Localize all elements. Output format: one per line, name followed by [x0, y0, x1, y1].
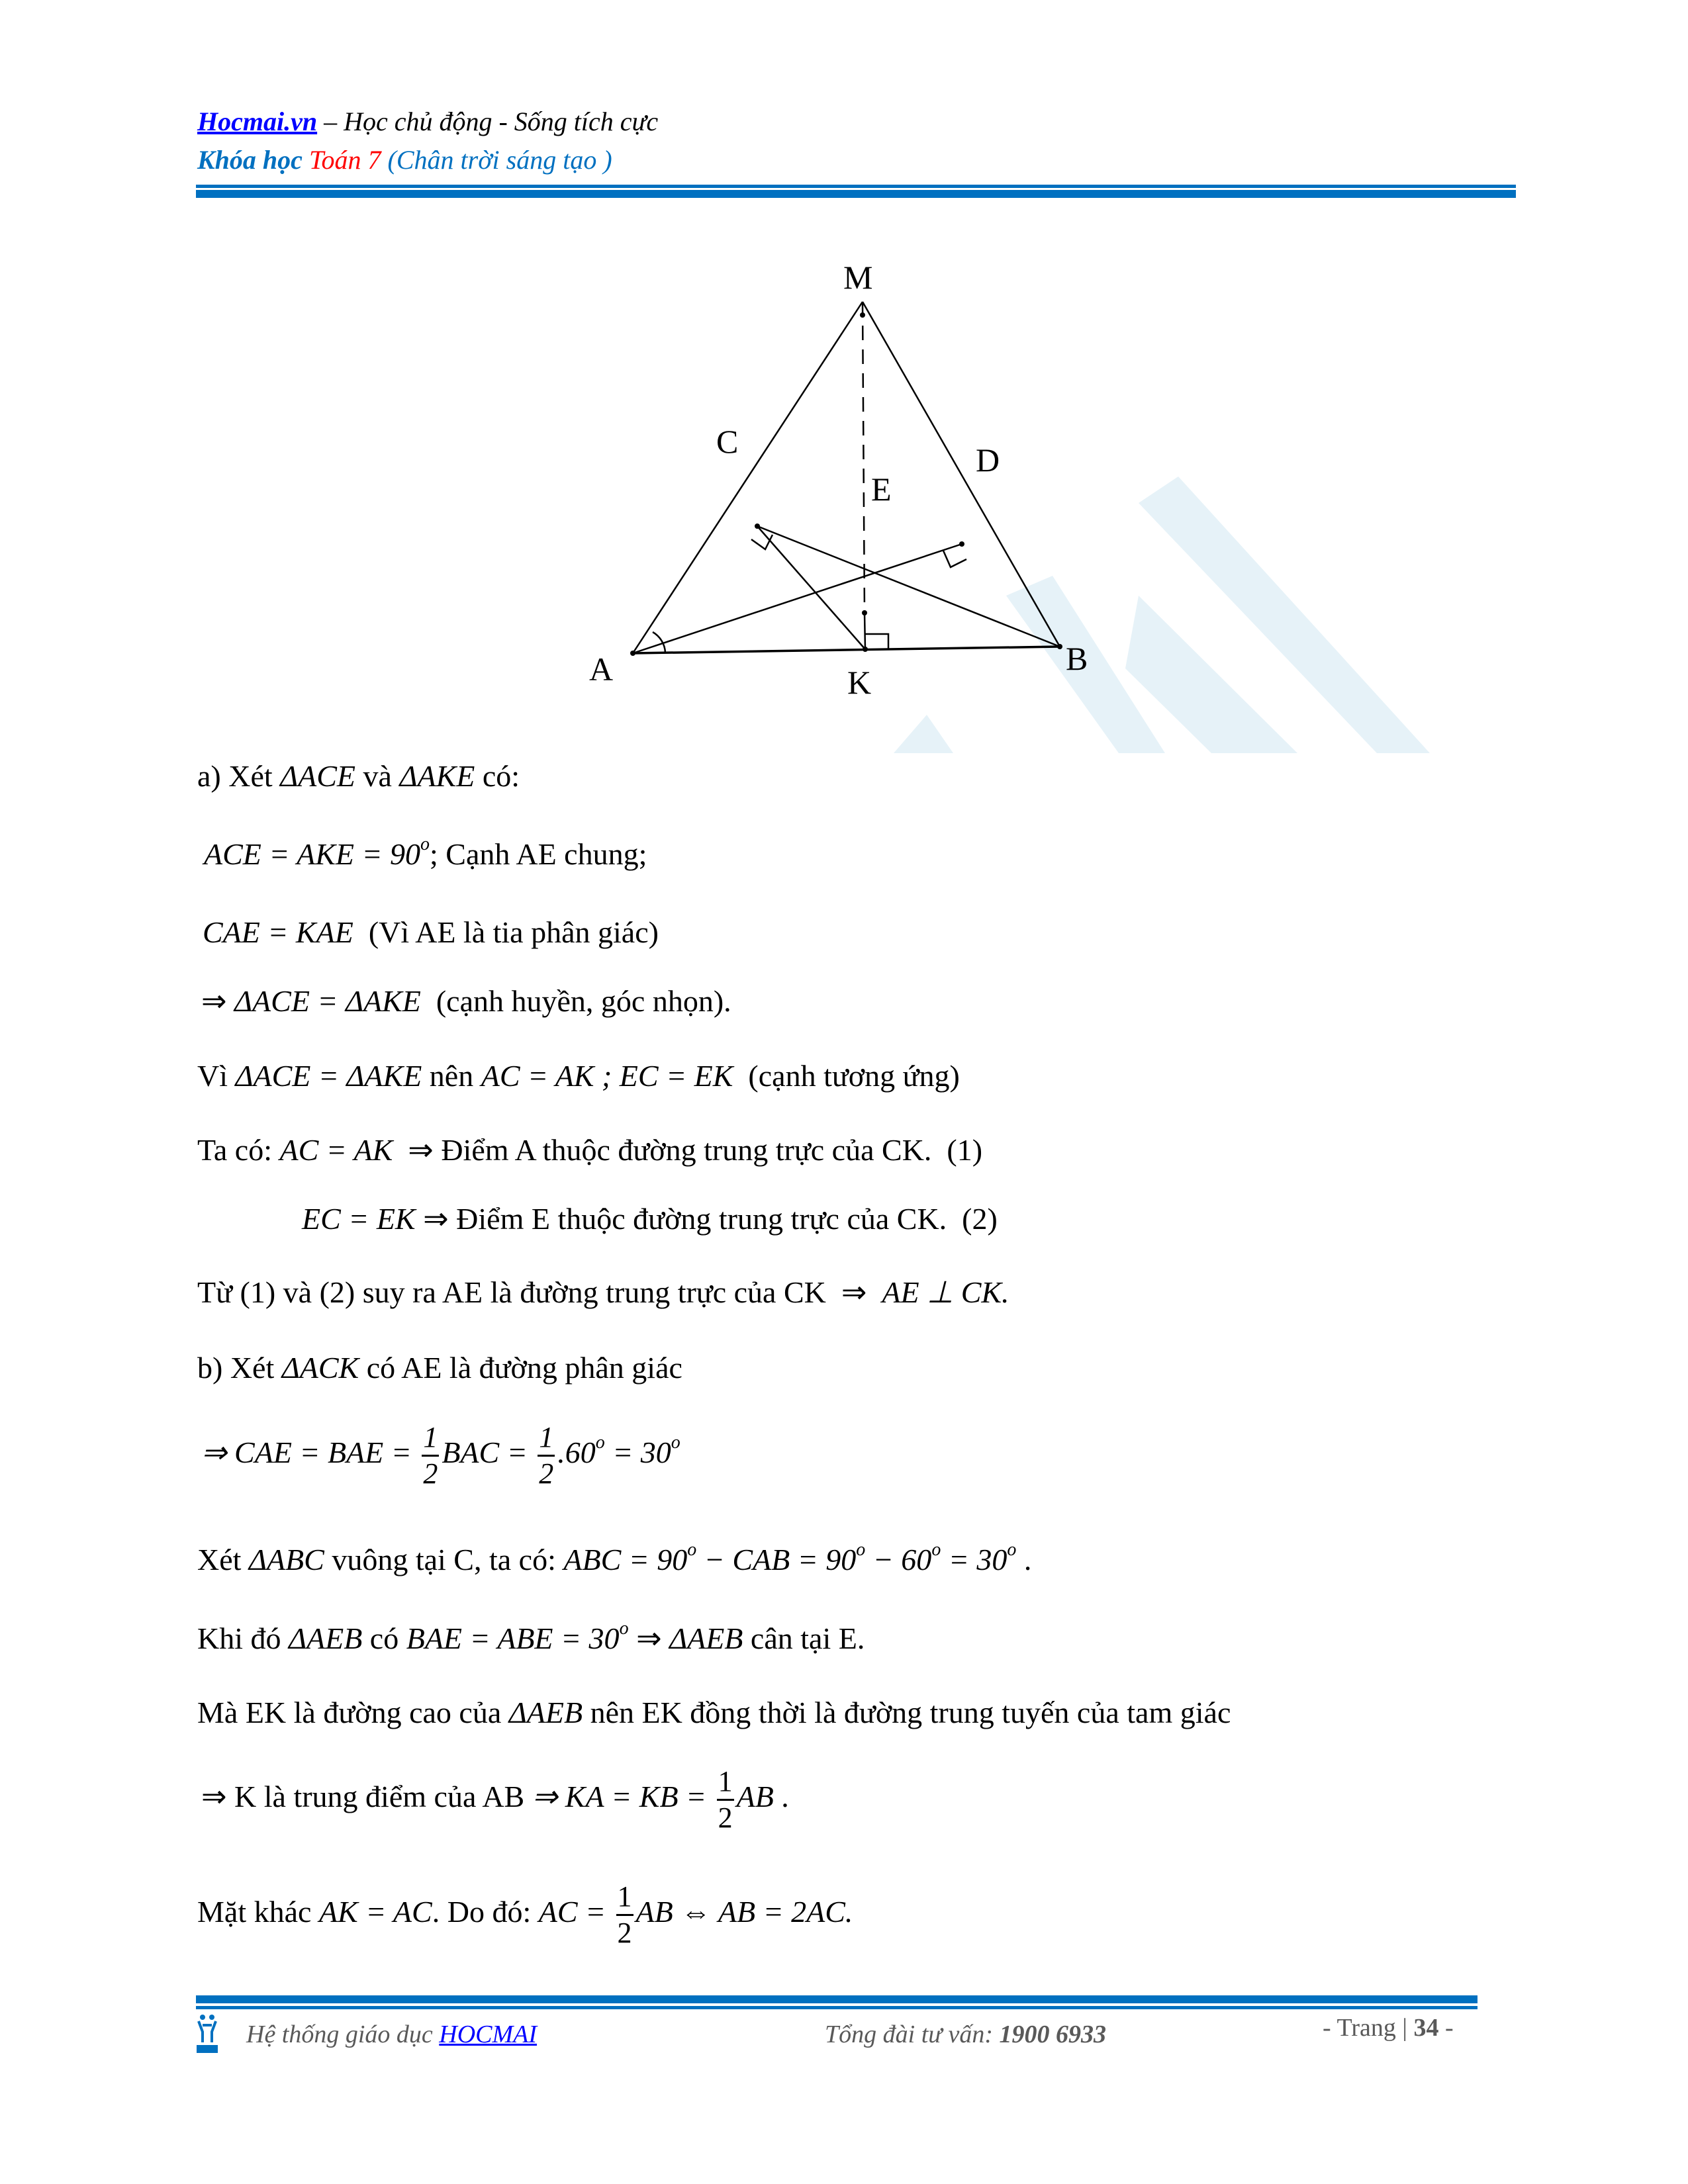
point-C: [755, 523, 760, 529]
text-line: [302, 1204, 998, 1234]
degree: o: [420, 834, 430, 854]
text: .: [1016, 1543, 1032, 1576]
denominator: 2: [718, 1801, 733, 1834]
degree: o: [1007, 1539, 1017, 1560]
people-logo-icon: [197, 2012, 218, 2053]
page-number: [1323, 2013, 1454, 2042]
label-A: A: [589, 651, 614, 688]
right-angle-D: [943, 551, 966, 567]
implies: ⇒: [201, 984, 235, 1018]
text: Mặt khác: [197, 1895, 319, 1929]
point-K: [863, 647, 868, 652]
math: ACE = AKE = 90: [204, 837, 421, 871]
segment-ME-dashed: [863, 302, 865, 613]
text-line: [197, 1698, 1231, 1728]
right-angle-C: [751, 535, 773, 549]
text: Từ (1) và (2) suy ra AE là đường trung trực của CK ⇒: [197, 1275, 882, 1309]
text: Khi đó: [197, 1621, 289, 1655]
text-line: [204, 834, 647, 871]
hocmai-logo-icon: [197, 2012, 218, 2053]
math: BAE = ABE = 30: [406, 1621, 620, 1655]
math: AK = AC: [318, 1895, 432, 1929]
label-E: E: [871, 471, 892, 508]
math: EC = EK: [302, 1202, 416, 1236]
numerator: 1: [616, 1882, 633, 1916]
segment-AM: [633, 302, 863, 653]
hocmai-link[interactable]: HOCMAI: [439, 2021, 538, 2048]
math: ΔAEB: [508, 1696, 583, 1729]
math: ⇒ KA = KB =: [532, 1780, 714, 1814]
text: (cạnh huyền, góc nhọn).: [420, 984, 731, 1018]
math: CAE = KAE: [203, 915, 353, 949]
math: ABC = 90: [563, 1543, 688, 1576]
text: nên: [422, 1059, 481, 1093]
degree: o: [687, 1539, 697, 1560]
brand-link[interactable]: Hocmai.vn: [197, 107, 318, 136]
label-K: K: [847, 664, 872, 701]
segment-MB: [863, 302, 1060, 647]
label-M: M: [843, 259, 873, 296]
math: AE ⊥ CK.: [882, 1275, 1009, 1309]
text-line: [197, 1061, 960, 1091]
math: AC = AK: [279, 1133, 393, 1167]
math: ΔACE = ΔAKE: [235, 1059, 422, 1093]
text-line: [197, 1135, 982, 1165]
math: − CAB = 90: [696, 1543, 857, 1576]
angle-mark-A: [653, 632, 665, 653]
point-A: [630, 651, 635, 656]
text: nên EK đồng thời là đường trung tuyến của tam giác: [583, 1696, 1231, 1729]
math: ⇒ CAE = BAE =: [201, 1435, 420, 1470]
numerator: 1: [538, 1423, 555, 1457]
course-series: (Chân trời sáng tạo ): [381, 145, 612, 175]
text: và: [355, 759, 400, 793]
text: ⇒ Điểm E thuộc đường trung trực của CK. (2): [415, 1202, 998, 1236]
degree: o: [619, 1618, 629, 1639]
text-line: [197, 1353, 682, 1383]
text: Ta có:: [197, 1133, 280, 1167]
degree: o: [595, 1432, 605, 1453]
segment-CK: [757, 526, 865, 649]
page-prefix: - Trang |: [1323, 2014, 1414, 2042]
math: AB ⇔ AB = 2AC.: [635, 1895, 853, 1929]
math: ΔABC: [248, 1543, 324, 1576]
footer-rule-thin: [196, 2006, 1477, 2009]
math: = 30: [941, 1543, 1008, 1576]
denominator: 2: [539, 1457, 554, 1490]
fraction: [422, 1423, 439, 1488]
math: .60: [557, 1435, 596, 1470]
degree: o: [856, 1539, 866, 1560]
text: Xét: [197, 1543, 249, 1576]
label-D: D: [976, 441, 1000, 478]
text: ⇒ Điểm A thuộc đường trung trực của CK. (1): [393, 1133, 983, 1167]
math: AC = AK ; EC = EK: [481, 1059, 733, 1093]
footer-hotline: [825, 2020, 1106, 2049]
fraction: [717, 1767, 734, 1833]
text: b) Xét: [197, 1351, 282, 1385]
fraction: [616, 1882, 633, 1948]
text: vuông tại C, ta có:: [324, 1543, 564, 1576]
point-D: [959, 541, 964, 547]
implies: ⇒: [628, 1621, 670, 1655]
math: ΔAEB: [669, 1621, 743, 1655]
numerator: 1: [717, 1767, 734, 1801]
text-line: [197, 761, 520, 792]
label-C: C: [716, 423, 739, 460]
text: Vì: [197, 1059, 236, 1093]
label-B: B: [1066, 640, 1088, 677]
text-line: [197, 1277, 1009, 1308]
math: = 30: [604, 1435, 671, 1470]
footer-rule-thick: [196, 1995, 1477, 2003]
math: − 60: [865, 1543, 932, 1576]
text: ⇒ K là trung điểm của AB: [201, 1780, 532, 1814]
math: ΔAEB: [289, 1621, 363, 1655]
text: (Vì AE là tia phân giác): [353, 915, 659, 949]
text-line: [197, 1539, 1032, 1576]
page-number-value: 34: [1413, 2014, 1439, 2042]
course-prefix: Khóa học: [197, 145, 309, 175]
hotline-number: 1900 6933: [999, 2021, 1106, 2048]
segment-CB: [757, 526, 1060, 647]
degree: o: [671, 1432, 680, 1453]
text: (cạnh tương ứng): [733, 1059, 960, 1093]
footer-system: [246, 2020, 537, 2049]
page-suffix: -: [1438, 2014, 1454, 2042]
text-line: [201, 1767, 789, 1833]
math: AB: [736, 1780, 774, 1814]
math: ΔAKE: [399, 759, 475, 793]
text: có AE là đường phân giác: [359, 1351, 682, 1385]
right-angle-K: [865, 634, 888, 649]
point-B: [1057, 644, 1062, 649]
geometry-figure: [0, 0, 1688, 754]
text-line: [197, 1618, 865, 1655]
math: AC =: [538, 1895, 614, 1929]
point-M: [860, 312, 865, 318]
math: BAC =: [442, 1435, 536, 1470]
numerator: 1: [422, 1423, 439, 1457]
text: .: [773, 1780, 789, 1814]
segment-AD: [633, 544, 962, 653]
point-E: [862, 610, 867, 615]
text: cân tại E.: [743, 1621, 865, 1655]
text-line: [197, 1882, 853, 1948]
slogan: – Học chủ động - Sống tích cực: [317, 107, 659, 136]
text: ; Cạnh AE chung;: [430, 837, 647, 871]
text: có: [362, 1621, 406, 1655]
text: Mà EK là đường cao của: [197, 1696, 509, 1729]
math: ΔACE: [280, 759, 356, 793]
text: có:: [475, 759, 520, 793]
fraction: [538, 1423, 555, 1488]
math: ΔACE = ΔAKE: [234, 984, 421, 1018]
segment-AB: [633, 647, 1060, 653]
footer-system-label: Hệ thống giáo dục: [246, 2021, 440, 2048]
degree: o: [931, 1539, 941, 1560]
text-line: [201, 986, 731, 1017]
text-line: [201, 1423, 680, 1488]
course-subject: Toán 7: [308, 145, 381, 175]
hotline-label: Tổng đài tư vấn:: [825, 2021, 1000, 2048]
text: a) Xét: [197, 759, 281, 793]
denominator: 2: [617, 1917, 632, 1949]
math: ΔACK: [281, 1351, 359, 1385]
denominator: 2: [423, 1457, 438, 1490]
text: . Do đó:: [432, 1895, 539, 1929]
text-line: [203, 917, 659, 948]
